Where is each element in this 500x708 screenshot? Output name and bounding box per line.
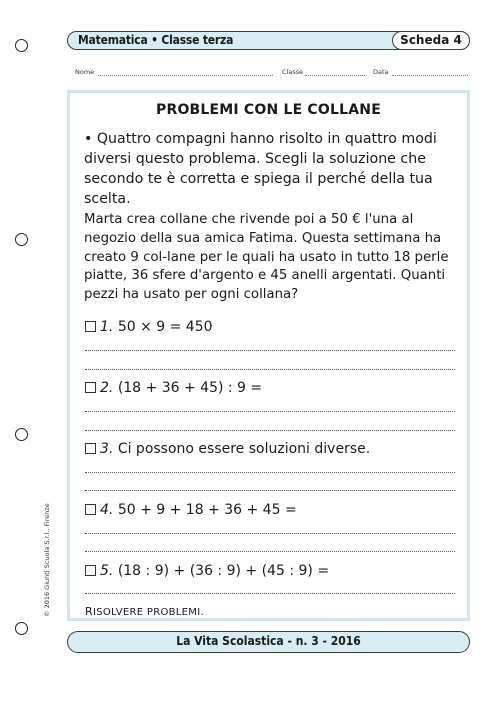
answer-line[interactable] (85, 350, 455, 351)
option-4: 4. 50 + 9 + 18 + 36 + 45 = (85, 502, 297, 518)
binder-hole-3 (15, 428, 28, 441)
answer-line[interactable] (85, 411, 455, 412)
option-1: 1. 50 × 9 = 450 (85, 319, 213, 335)
option-2: 2. (18 + 36 + 45) : 9 = (85, 380, 262, 396)
worksheet-title: PROBLEMI CON LE COLLANE (156, 102, 381, 118)
date-field[interactable] (392, 75, 468, 76)
checkbox-1[interactable] (85, 321, 96, 332)
checkbox-4[interactable] (85, 504, 96, 515)
option-3: 3. Ci possono essere soluzioni diverse. (85, 441, 370, 457)
copyright-text: © 2016 Giunti Scuola S.r.l., Firenze (43, 503, 51, 617)
subject-title: Matematica • Classe terza (78, 33, 234, 47)
worksheet-panel (67, 90, 470, 621)
answer-line[interactable] (85, 533, 455, 534)
answer-line[interactable] (85, 593, 455, 594)
option-5: 5. (18 : 9) + (36 : 9) + (45 : 9) = (85, 563, 329, 579)
binder-hole-4 (15, 622, 28, 635)
date-label: Data (373, 68, 389, 76)
sheet-number: Scheda 4 (392, 31, 470, 50)
header-bar (67, 31, 470, 50)
name-field[interactable] (98, 75, 273, 76)
class-label: Classe (282, 68, 304, 76)
binder-hole-2 (15, 233, 28, 246)
answer-line[interactable] (85, 551, 455, 552)
checkbox-3[interactable] (85, 443, 96, 454)
name-label: Nome (75, 68, 95, 76)
problem-text: Marta crea collane che rivende poi a 50 € l'una al negozio della sua amica Fatima. Questa settimana ha creato 9 col-lane per le quali ha usato in tutto 18 perle piatte, 36 sfere d'argento e 45 anelli argentati. Quanti pezzi ha usato per ogni collana? (84, 212, 449, 303)
instructions: • Quattro compagni hanno risolto in quattro modi diversi questo problema. Scegli la soluzione che secondo te è corretta e spiega il perché della tua scelta. (84, 131, 437, 207)
checkbox-5[interactable] (85, 565, 96, 576)
answer-line[interactable] (85, 369, 455, 370)
skill-note: RISOLVERE PROBLEMI. (85, 605, 204, 618)
answer-line[interactable] (85, 490, 455, 491)
footer-bar: La Vita Scolastica - n. 3 - 2016 (67, 631, 470, 653)
checkbox-2[interactable] (85, 382, 96, 393)
class-field[interactable] (305, 75, 365, 76)
answer-line[interactable] (85, 430, 455, 431)
binder-hole-1 (15, 39, 28, 52)
answer-line[interactable] (85, 472, 455, 473)
